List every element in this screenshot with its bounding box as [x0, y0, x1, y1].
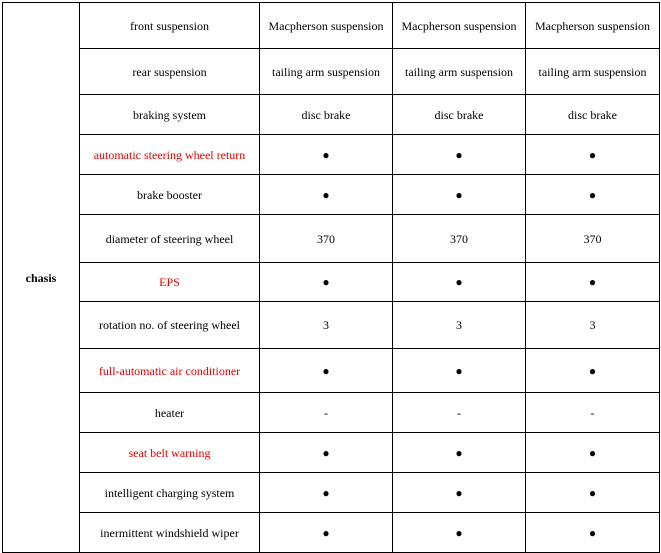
feature-name-cell: rotation no. of steering wheel — [80, 302, 260, 349]
value-cell-model-3: 370 — [526, 215, 660, 263]
feature-name-cell: EPS — [80, 263, 260, 302]
table-row — [3, 95, 660, 135]
feature-name-cell: heater — [80, 393, 260, 433]
value-cell-model-2: ● — [393, 263, 526, 302]
value-cell-model-3: 3 — [526, 302, 660, 349]
value-cell-model-3: Macpherson suspension — [526, 3, 660, 49]
table-row — [3, 302, 660, 349]
feature-name-cell: full-automatic air conditioner — [80, 349, 260, 393]
value-cell-model-3: - — [526, 393, 660, 433]
value-cell-model-2: ● — [393, 473, 526, 513]
value-cell-model-2: ● — [393, 513, 526, 553]
value-cell-model-2: disc brake — [393, 95, 526, 135]
value-cell-model-2: 3 — [393, 302, 526, 349]
value-cell-model-1: ● — [260, 513, 393, 553]
value-cell-model-1: ● — [260, 433, 393, 473]
table-row — [3, 3, 660, 49]
value-cell-model-2: - — [393, 393, 526, 433]
value-cell-model-3: ● — [526, 349, 660, 393]
value-cell-model-1: - — [260, 393, 393, 433]
feature-name-cell: rear suspension — [80, 49, 260, 95]
table-row — [3, 393, 660, 433]
value-cell-model-3: ● — [526, 473, 660, 513]
feature-name-cell: diameter of steering wheel — [80, 215, 260, 263]
value-cell-model-1: 370 — [260, 215, 393, 263]
table-row — [3, 433, 660, 473]
value-cell-model-1: ● — [260, 349, 393, 393]
feature-name-cell: front suspension — [80, 3, 260, 49]
value-cell-model-3: ● — [526, 135, 660, 175]
feature-name-cell: seat belt warning — [80, 433, 260, 473]
table-row — [3, 349, 660, 393]
value-cell-model-2: ● — [393, 433, 526, 473]
value-cell-model-1: ● — [260, 175, 393, 215]
spec-table-body — [3, 3, 660, 553]
value-cell-model-2: ● — [393, 175, 526, 215]
feature-name-cell: inermittent windshield wiper — [80, 513, 260, 553]
feature-name-cell: braking system — [80, 95, 260, 135]
value-cell-model-3: tailing arm suspension — [526, 49, 660, 95]
value-cell-model-1: Macpherson suspension — [260, 3, 393, 49]
value-cell-model-1: 3 — [260, 302, 393, 349]
spec-table — [2, 2, 660, 553]
value-cell-model-3: disc brake — [526, 95, 660, 135]
value-cell-model-1: tailing arm suspension — [260, 49, 393, 95]
table-row — [3, 215, 660, 263]
value-cell-model-1: disc brake — [260, 95, 393, 135]
value-cell-model-3: ● — [526, 433, 660, 473]
value-cell-model-2: ● — [393, 349, 526, 393]
table-row — [3, 49, 660, 95]
table-row — [3, 135, 660, 175]
feature-name-cell: automatic steering wheel return — [80, 135, 260, 175]
table-row — [3, 513, 660, 553]
group-label-cell: chasis — [3, 3, 80, 553]
table-row — [3, 175, 660, 215]
value-cell-model-1: ● — [260, 263, 393, 302]
value-cell-model-2: ● — [393, 135, 526, 175]
feature-name-cell: brake booster — [80, 175, 260, 215]
value-cell-model-2: tailing arm suspension — [393, 49, 526, 95]
feature-name-cell: intelligent charging system — [80, 473, 260, 513]
value-cell-model-2: 370 — [393, 215, 526, 263]
table-row — [3, 263, 660, 302]
value-cell-model-1: ● — [260, 135, 393, 175]
table-row — [3, 473, 660, 513]
value-cell-model-2: Macpherson suspension — [393, 3, 526, 49]
value-cell-model-3: ● — [526, 175, 660, 215]
value-cell-model-3: ● — [526, 263, 660, 302]
value-cell-model-3: ● — [526, 513, 660, 553]
value-cell-model-1: ● — [260, 473, 393, 513]
